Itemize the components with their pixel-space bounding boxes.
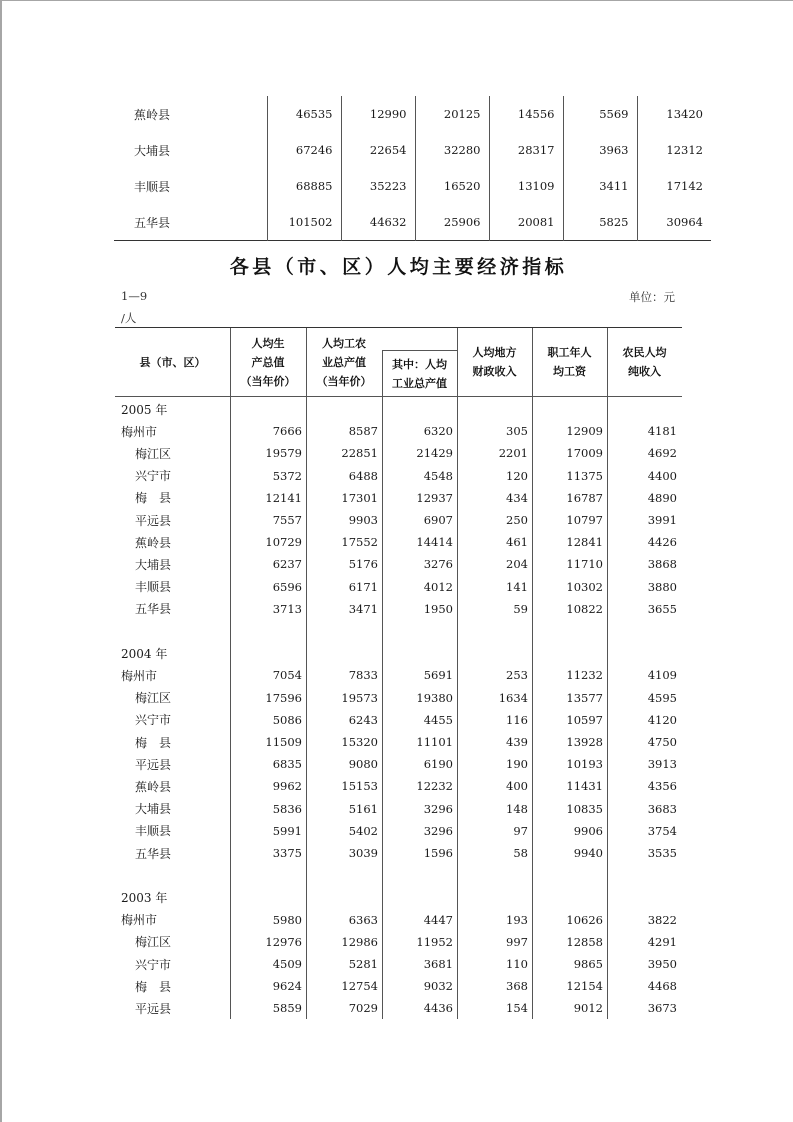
cell-value: 154 bbox=[506, 1001, 528, 1016]
cell-value: 3681 bbox=[423, 957, 453, 971]
row-label: 丰顺县 bbox=[135, 580, 172, 595]
unit-label: 单位：元 bbox=[629, 290, 675, 304]
cell-value: 305 bbox=[506, 424, 528, 439]
row-label: 梅江区 bbox=[135, 691, 172, 706]
row-label: 五华县 bbox=[135, 846, 172, 861]
cell-value: 10729 bbox=[265, 535, 302, 550]
row-label: 蕉岭县 bbox=[135, 779, 172, 794]
cell-value: 97 bbox=[513, 823, 528, 838]
cell-value: 5691 bbox=[423, 668, 453, 683]
cell-value: 3822 bbox=[647, 912, 677, 927]
cell-value: 21429 bbox=[416, 446, 453, 461]
cell-value: 141 bbox=[506, 579, 528, 594]
cell-value: 4692 bbox=[647, 446, 677, 461]
cell-value: 17009 bbox=[566, 446, 603, 461]
cell-value: 7054 bbox=[272, 668, 302, 683]
header-line: 业总产值 bbox=[322, 355, 366, 369]
cell-value: 9080 bbox=[348, 757, 378, 772]
cell-value: 5859 bbox=[272, 1001, 302, 1016]
row-label: 丰顺县 bbox=[135, 824, 172, 839]
cell-value: 6596 bbox=[272, 579, 302, 594]
divider bbox=[532, 328, 533, 396]
cell-value: 11375 bbox=[566, 468, 603, 483]
header-line: 均工资 bbox=[553, 365, 586, 378]
table-body bbox=[115, 397, 682, 1019]
cell-value: 6190 bbox=[423, 757, 453, 772]
cell-value: 22654 bbox=[341, 132, 415, 168]
cell-value: 12986 bbox=[341, 934, 378, 949]
row-label: 梅 县 bbox=[135, 735, 172, 750]
cell-value: 204 bbox=[506, 557, 528, 572]
table-row bbox=[115, 487, 682, 509]
cell-value: 116 bbox=[506, 712, 528, 727]
table-row bbox=[115, 531, 682, 553]
cell-value: 9903 bbox=[348, 513, 378, 527]
cell-value: 12909 bbox=[566, 424, 603, 439]
table-row bbox=[115, 598, 682, 620]
cell-value: 12154 bbox=[566, 979, 603, 994]
row-label: 兴宁市 bbox=[135, 713, 172, 728]
cell-value: 17301 bbox=[341, 490, 378, 505]
cell-value: 28317 bbox=[489, 132, 563, 168]
row-label: 丰顺县 bbox=[134, 179, 171, 194]
cell-value: 9940 bbox=[573, 846, 603, 860]
cell-value: 20081 bbox=[489, 204, 563, 241]
cell-value: 5980 bbox=[272, 912, 302, 927]
table-row bbox=[115, 509, 682, 531]
cell-value: 13420 bbox=[637, 96, 711, 132]
cell-value: 6835 bbox=[272, 757, 302, 772]
table-row bbox=[115, 576, 682, 598]
cell-value: 22851 bbox=[341, 446, 378, 461]
cell-value: 68885 bbox=[267, 168, 341, 204]
cell-value: 17142 bbox=[637, 168, 711, 204]
cell-value: 14556 bbox=[489, 96, 563, 132]
header-line: 人均工农 bbox=[322, 336, 366, 350]
cell-value: 15320 bbox=[341, 735, 378, 749]
year-row bbox=[115, 642, 682, 664]
cell-value: 193 bbox=[506, 912, 528, 927]
row-label: 兴宁市 bbox=[135, 957, 172, 972]
cell-value: 7833 bbox=[348, 668, 378, 683]
cell-value: 4509 bbox=[272, 957, 302, 971]
cell-value: 3713 bbox=[272, 601, 302, 616]
row-label: 梅州市 bbox=[121, 424, 158, 439]
table-row bbox=[115, 775, 682, 797]
cell-value: 2201 bbox=[498, 446, 528, 461]
row-label: 大埔县 bbox=[134, 143, 171, 158]
cell-value: 17596 bbox=[265, 690, 302, 705]
cell-value: 5281 bbox=[348, 957, 378, 971]
row-label: 梅江区 bbox=[135, 935, 172, 950]
cell-value: 110 bbox=[506, 957, 528, 971]
cell-value: 400 bbox=[506, 779, 528, 794]
cell-value: 19579 bbox=[265, 446, 302, 461]
cell-value: 13928 bbox=[566, 735, 603, 749]
cell-value: 4447 bbox=[423, 912, 453, 927]
table-row bbox=[115, 931, 682, 953]
cell-value: 19573 bbox=[341, 690, 378, 705]
cell-value: 3411 bbox=[563, 168, 637, 204]
cell-value: 439 bbox=[506, 735, 528, 749]
header-line: 人均生 bbox=[251, 336, 285, 350]
cell-value: 101502 bbox=[267, 204, 341, 241]
cell-value: 11431 bbox=[566, 779, 603, 794]
cell-value: 4436 bbox=[423, 1001, 453, 1016]
cell-value: 368 bbox=[506, 979, 528, 994]
cell-value: 6171 bbox=[348, 579, 378, 594]
cell-value: 32280 bbox=[415, 132, 489, 168]
continued-table bbox=[114, 96, 711, 241]
header-line: 职工年人 bbox=[547, 346, 592, 359]
header-county bbox=[115, 328, 230, 396]
header-line: （当年价） bbox=[316, 374, 372, 388]
cell-value: 9906 bbox=[573, 823, 603, 838]
header-agri-industry-output bbox=[306, 328, 382, 396]
cell-value: 4750 bbox=[647, 735, 677, 749]
table-row bbox=[115, 731, 682, 753]
cell-value: 3039 bbox=[348, 846, 378, 860]
cell-value: 3375 bbox=[272, 846, 302, 860]
cell-value: 253 bbox=[506, 668, 528, 683]
cell-value: 250 bbox=[506, 513, 528, 527]
cell-value: 3471 bbox=[348, 601, 378, 616]
table-row bbox=[115, 798, 682, 820]
table-row bbox=[115, 420, 682, 442]
row-label: 蕉岭县 bbox=[134, 107, 171, 122]
table-row bbox=[115, 953, 682, 975]
divider bbox=[457, 328, 458, 396]
row-label: 五华县 bbox=[135, 602, 172, 617]
table-row bbox=[115, 975, 682, 997]
header-fiscal-revenue bbox=[457, 328, 532, 396]
cell-value: 12841 bbox=[566, 535, 603, 550]
cell-value: 44632 bbox=[341, 204, 415, 241]
cell-value: 9624 bbox=[272, 979, 302, 994]
cell-value: 3535 bbox=[647, 846, 677, 860]
table-row bbox=[115, 709, 682, 731]
table-header bbox=[115, 327, 682, 397]
cell-value: 67246 bbox=[267, 132, 341, 168]
row-label: 平远县 bbox=[135, 1001, 172, 1016]
cell-value: 11232 bbox=[566, 668, 603, 683]
table-row bbox=[115, 553, 682, 575]
table-row bbox=[114, 204, 711, 241]
cell-value: 5825 bbox=[563, 204, 637, 241]
row-label: 大埔县 bbox=[135, 557, 172, 572]
cell-value: 14414 bbox=[416, 535, 453, 550]
cell-value: 10597 bbox=[566, 712, 603, 727]
table-row bbox=[115, 820, 682, 842]
cell-value: 4181 bbox=[647, 424, 677, 439]
cell-value: 5372 bbox=[272, 468, 302, 483]
header-line: 财政收入 bbox=[472, 365, 517, 378]
cell-value: 3991 bbox=[647, 513, 677, 527]
cell-value: 461 bbox=[506, 535, 528, 550]
cell-value: 13109 bbox=[489, 168, 563, 204]
cell-value: 12976 bbox=[265, 934, 302, 949]
cell-value: 16520 bbox=[415, 168, 489, 204]
table-row bbox=[115, 909, 682, 931]
cell-value: 19380 bbox=[416, 690, 453, 705]
cell-value: 4468 bbox=[647, 979, 677, 994]
cell-value: 4426 bbox=[647, 535, 677, 550]
header-industry-output-sub bbox=[382, 351, 457, 396]
cell-value: 9032 bbox=[423, 979, 453, 994]
row-label: 兴宁市 bbox=[135, 469, 172, 484]
cell-value: 3880 bbox=[647, 579, 677, 594]
table-title: 各县（市、区）人均主要经济指标 bbox=[229, 256, 568, 278]
table-row bbox=[115, 687, 682, 709]
row-label: 梅江区 bbox=[135, 446, 172, 461]
header-line: 农民人均 bbox=[622, 346, 667, 359]
cell-value: 46535 bbox=[267, 96, 341, 132]
table-row bbox=[115, 465, 682, 487]
cell-value: 3683 bbox=[647, 801, 677, 816]
cell-value: 7557 bbox=[272, 513, 302, 527]
cell-value: 1596 bbox=[423, 846, 453, 860]
cell-value: 59 bbox=[513, 601, 528, 616]
row-label: 平远县 bbox=[135, 513, 172, 528]
cell-value: 7666 bbox=[272, 424, 302, 439]
cell-value: 12990 bbox=[341, 96, 415, 132]
header-line: 产总值 bbox=[251, 355, 285, 369]
row-label: 平远县 bbox=[135, 757, 172, 772]
cell-value: 5402 bbox=[348, 823, 378, 838]
row-label: 梅州市 bbox=[121, 913, 158, 928]
cell-value: 12312 bbox=[637, 132, 711, 168]
table-row bbox=[114, 96, 711, 132]
cell-value: 12937 bbox=[416, 490, 453, 505]
cell-value: 4400 bbox=[647, 468, 677, 483]
cell-value: 11952 bbox=[416, 934, 453, 949]
row-label: 大埔县 bbox=[135, 802, 172, 817]
table-row bbox=[114, 168, 711, 204]
header-line: 其中：人均 bbox=[392, 357, 447, 371]
cell-value: 10797 bbox=[566, 513, 603, 527]
cell-value: 6363 bbox=[348, 912, 378, 927]
cell-value: 20125 bbox=[415, 96, 489, 132]
cell-value: 6237 bbox=[272, 557, 302, 572]
cell-value: 12141 bbox=[265, 490, 302, 505]
cell-value: 6488 bbox=[348, 468, 378, 483]
cell-value: 9012 bbox=[573, 1001, 603, 1016]
cell-value: 3950 bbox=[647, 957, 677, 971]
header-gdp-per-capita bbox=[230, 328, 306, 396]
header-county-text: 县（市、区） bbox=[139, 355, 206, 369]
cell-value: 10835 bbox=[566, 801, 603, 816]
cell-value: 4120 bbox=[647, 712, 677, 727]
cell-value: 58 bbox=[513, 846, 528, 860]
cell-value: 12858 bbox=[566, 934, 603, 949]
divider bbox=[382, 350, 457, 351]
table-row bbox=[115, 442, 682, 464]
header-line: 工业总产值 bbox=[392, 376, 447, 390]
row-label: 梅 县 bbox=[135, 491, 172, 506]
year-label: 2005 年 bbox=[121, 402, 168, 417]
cell-value: 3296 bbox=[423, 801, 453, 816]
cell-value: 10193 bbox=[566, 757, 603, 772]
row-label: 梅 县 bbox=[135, 979, 172, 994]
cell-value: 4356 bbox=[647, 779, 677, 794]
table-row bbox=[115, 997, 682, 1019]
cell-value: 6243 bbox=[348, 712, 378, 727]
header-line: 人均地方 bbox=[472, 346, 517, 359]
cell-value: 3673 bbox=[647, 1001, 677, 1016]
main-table bbox=[115, 327, 682, 1019]
year-label: 2004 年 bbox=[121, 646, 168, 661]
header-line: 纯收入 bbox=[628, 365, 661, 378]
table-row bbox=[115, 664, 682, 686]
cell-value: 10822 bbox=[566, 601, 603, 616]
cell-value: 12754 bbox=[341, 979, 378, 994]
cell-value: 4291 bbox=[647, 934, 677, 949]
row-label: 蕉岭县 bbox=[135, 535, 172, 550]
cell-value: 6320 bbox=[423, 424, 453, 439]
cell-value: 5836 bbox=[272, 801, 302, 816]
cell-value: 35223 bbox=[341, 168, 415, 204]
cell-value: 5161 bbox=[348, 801, 378, 816]
cell-value: 120 bbox=[506, 468, 528, 483]
header-farmer-income bbox=[607, 328, 682, 396]
cell-value: 190 bbox=[506, 757, 528, 772]
cell-value: 997 bbox=[506, 934, 528, 949]
divider bbox=[230, 328, 231, 396]
cell-value: 4890 bbox=[647, 490, 677, 505]
cell-value: 16787 bbox=[566, 490, 603, 505]
year-row bbox=[115, 398, 682, 420]
header-wage bbox=[532, 328, 607, 396]
cell-value: 1634 bbox=[498, 690, 528, 705]
cell-value: 4012 bbox=[423, 579, 453, 594]
divider bbox=[306, 328, 307, 396]
cell-value: 4455 bbox=[423, 712, 453, 727]
row-label: 梅州市 bbox=[121, 668, 158, 683]
cell-value: 4548 bbox=[423, 468, 453, 483]
cell-value: 11710 bbox=[566, 557, 603, 572]
cell-value: 5176 bbox=[348, 557, 378, 572]
cell-value: 3963 bbox=[563, 132, 637, 168]
cell-value: 13577 bbox=[566, 690, 603, 705]
table-number: 1—9 bbox=[121, 289, 148, 303]
cell-value: 5569 bbox=[563, 96, 637, 132]
year-label: 2003 年 bbox=[121, 890, 168, 905]
unit-suffix: /人 bbox=[121, 311, 137, 325]
cell-value: 148 bbox=[506, 801, 528, 816]
cell-value: 30964 bbox=[637, 204, 711, 241]
cell-value: 9962 bbox=[272, 779, 302, 794]
year-row bbox=[115, 886, 682, 908]
cell-value: 3913 bbox=[647, 757, 677, 772]
cell-value: 7029 bbox=[348, 1001, 378, 1016]
cell-value: 3296 bbox=[423, 823, 453, 838]
divider bbox=[382, 351, 383, 396]
cell-value: 5086 bbox=[272, 712, 302, 727]
cell-value: 4109 bbox=[647, 668, 677, 683]
cell-value: 15153 bbox=[341, 779, 378, 794]
cell-value: 11101 bbox=[416, 735, 453, 749]
table-row bbox=[115, 753, 682, 775]
cell-value: 9865 bbox=[573, 957, 603, 971]
cell-value: 8587 bbox=[348, 424, 378, 439]
table-row bbox=[115, 842, 682, 864]
cell-value: 5991 bbox=[272, 823, 302, 838]
cell-value: 10302 bbox=[566, 579, 603, 594]
cell-value: 25906 bbox=[415, 204, 489, 241]
cell-value: 3276 bbox=[423, 557, 453, 572]
header-line: （当年价） bbox=[240, 374, 296, 388]
row-label: 五华县 bbox=[134, 215, 171, 230]
cell-value: 3868 bbox=[647, 557, 677, 572]
cell-value: 3754 bbox=[647, 823, 677, 838]
cell-value: 17552 bbox=[341, 535, 378, 550]
cell-value: 6907 bbox=[423, 513, 453, 527]
table-row bbox=[114, 132, 711, 168]
cell-value: 10626 bbox=[566, 912, 603, 927]
cell-value: 1950 bbox=[423, 601, 453, 616]
divider bbox=[607, 328, 608, 396]
cell-value: 434 bbox=[506, 490, 528, 505]
cell-value: 3655 bbox=[647, 601, 677, 616]
cell-value: 11509 bbox=[265, 735, 302, 749]
cell-value: 4595 bbox=[647, 690, 677, 705]
cell-value: 12232 bbox=[416, 779, 453, 794]
